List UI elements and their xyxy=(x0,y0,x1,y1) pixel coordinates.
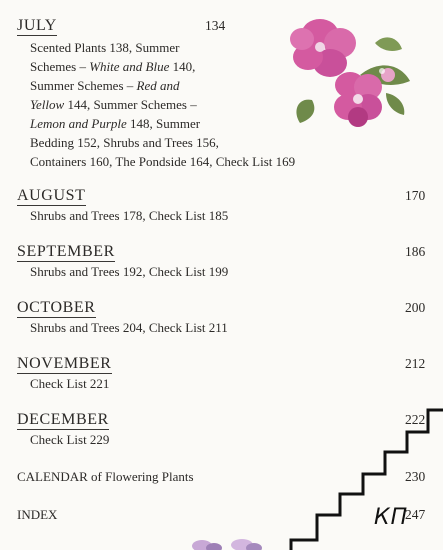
entry-line: Containers 160, The Pondside 164, Check List 169 xyxy=(30,154,296,169)
entry-line: Lemon and Purple 148, Summer xyxy=(30,116,201,131)
flower-upper xyxy=(290,19,356,77)
entry-line: Schemes – White and Blue 140, xyxy=(30,59,196,74)
page-number-index: 247 xyxy=(405,507,426,522)
section-heading-december: DECEMBER xyxy=(17,411,109,428)
stair-step-overlay xyxy=(285,400,443,550)
mallow-flower-illustration xyxy=(290,15,415,133)
section-heading-october: OCTOBER xyxy=(17,299,96,316)
entry-line: Bedding 152, Shrubs and Trees 156, xyxy=(30,135,219,150)
entry-line: Shrubs and Trees 204, Check List 211 xyxy=(30,320,228,335)
section-entries-july xyxy=(30,38,295,171)
entry-line: Summer Schemes – Red and xyxy=(30,78,180,93)
calendar-entry: CALENDAR of Flowering Plants xyxy=(17,469,194,484)
section-entries-august xyxy=(30,206,228,225)
flower-lower xyxy=(334,72,382,127)
section-entries-september xyxy=(30,262,228,281)
stamp-text: КП xyxy=(374,505,409,530)
page-number-september: 186 xyxy=(405,244,426,259)
section-entries-december xyxy=(30,430,109,449)
entry-line: Check List 221 xyxy=(30,376,110,391)
entry-line: Check List 229 xyxy=(30,432,110,447)
section-heading-july: JULY xyxy=(17,17,57,34)
page-number-november: 212 xyxy=(405,356,426,371)
index-entry: INDEX xyxy=(17,507,58,522)
bottom-flower-fragments xyxy=(180,528,270,550)
page-number-july: 134 xyxy=(205,18,226,33)
entry-line: Scented Plants 138, Summer xyxy=(30,40,180,55)
section-heading-november: NOVEMBER xyxy=(17,355,112,372)
section-entries-october xyxy=(30,318,228,337)
section-heading-august: AUGUST xyxy=(17,187,86,204)
entry-line: Yellow 144, Summer Schemes – xyxy=(30,97,197,112)
page-number-calendar: 230 xyxy=(405,469,426,484)
entry-line: Shrubs and Trees 192, Check List 199 xyxy=(30,264,229,279)
section-heading-september: SEPTEMBER xyxy=(17,243,115,260)
entry-line: Shrubs and Trees 178, Check List 185 xyxy=(30,208,229,223)
section-entries-november xyxy=(30,374,109,393)
page-number-august: 170 xyxy=(405,188,426,203)
page-number-october: 200 xyxy=(405,300,426,315)
page-number-december: 222 xyxy=(405,412,426,427)
